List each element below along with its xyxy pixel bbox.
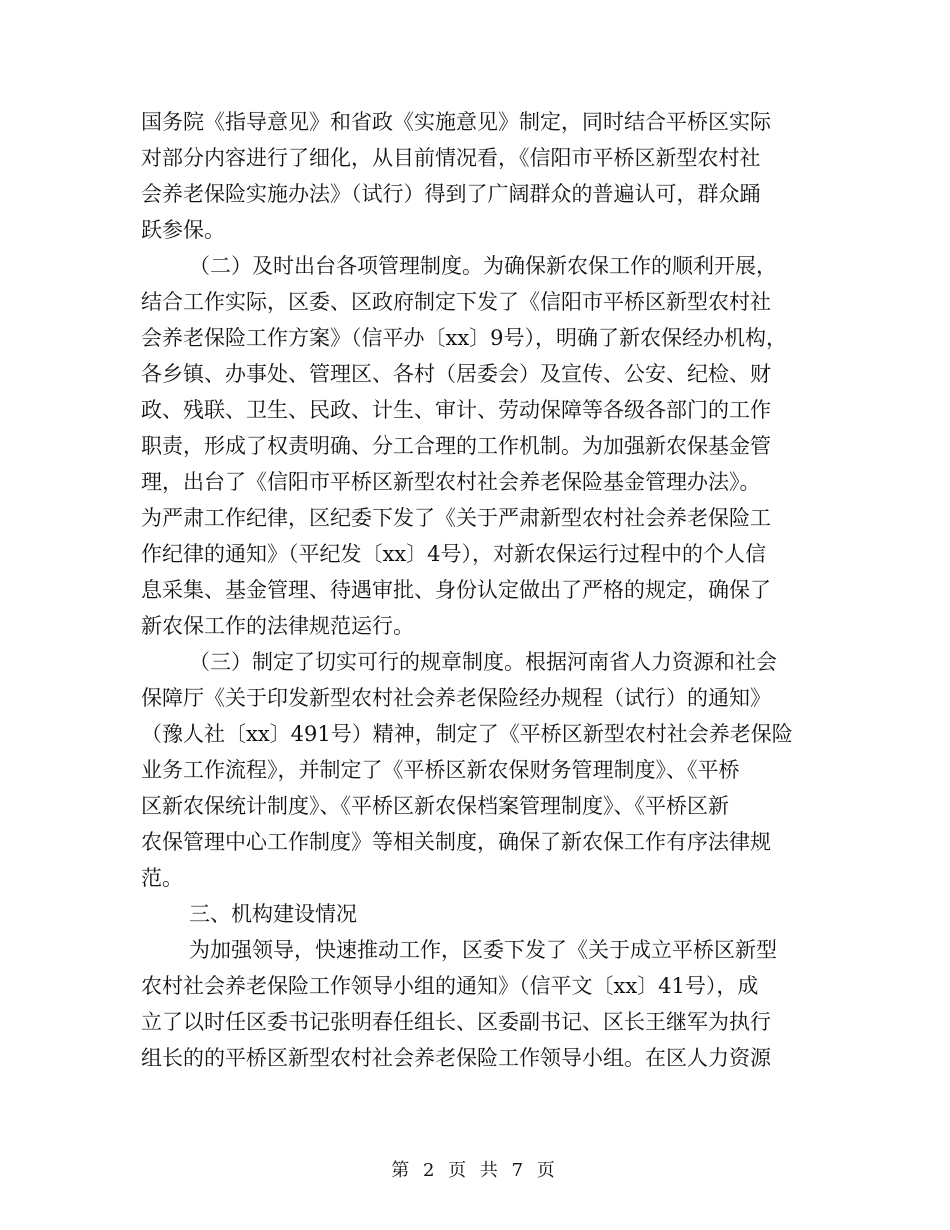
text-line: （三）制定了切实可行的规章制度。根据河南省人力资源和社会 [189, 650, 777, 674]
text-line: 组长的的平桥区新型农村社会养老保险工作领导小组。在区人力资源 [141, 1046, 771, 1070]
text-line: 国务院《指导意见》和省政《实施意见》制定，同时结合平桥区实际 [141, 110, 771, 134]
text-line: 作纪律的通知》（平纪发〔xx〕4号），对新农保运行过程中的个人信 [141, 542, 767, 566]
document-body [141, 104, 813, 1076]
text-line: （二）及时出台各项管理制度。为确保新农保工作的顺利开展， [189, 254, 777, 278]
text-line: 区新农保统计制度》、《平桥区新农保档案管理制度》、《平桥区新 [141, 794, 729, 818]
text-line: 保障厅《关于印发新型农村社会养老保险经办规程（试行）的通知》 [141, 686, 771, 710]
text-line: 对部分内容进行了细化，从目前情况看，《信阳市平桥区新型农村社 [141, 146, 761, 170]
text-line: 政、残联、卫生、民政、计生、审计、劳动保障等各级各部门的工作 [141, 398, 771, 422]
text-line: 为加强领导，快速推动工作，区委下发了《关于成立平桥区新型 [189, 938, 777, 962]
text-line: 业务工作流程》，并制定了《平桥区新农保财务管理制度》、《平桥 [141, 758, 740, 782]
text-line: 理，出台了《信阳市平桥区新型农村社会养老保险基金管理办法》。 [141, 470, 761, 494]
text-line: 结合工作实际，区委、区政府制定下发了《信阳市平桥区新型农村社 [141, 290, 771, 314]
text-line: 三、机构建设情况 [189, 902, 357, 926]
text-line: 范。 [141, 866, 183, 890]
text-line: 立了以时任区委书记张明春任组长、区委副书记、区长王继军为执行 [141, 1010, 771, 1034]
text-line: 为严肃工作纪律，区纪委下发了《关于严肃新型农村社会养老保险工 [141, 506, 771, 530]
page-footer: 第 2 页 共 7 页 [391, 1160, 559, 1181]
text-line: 会养老保险实施办法》（试行）得到了广阔群众的普遍认可，群众踊 [141, 182, 761, 206]
text-line: 息采集、基金管理、待遇审批、身份认定做出了严格的规定，确保了 [141, 578, 771, 602]
text-line: （豫人社〔xx〕491号）精神，制定了《平桥区新型农村社会养老保险 [141, 722, 793, 746]
text-line: 跃参保。 [141, 218, 225, 242]
text-line: 农保管理中心工作制度》等相关制度，确保了新农保工作有序法律规 [141, 830, 771, 854]
text-line: 职责，形成了权责明确、分工合理的工作机制。为加强新农保基金管 [141, 434, 771, 458]
text-line: 各乡镇、办事处、管理区、各村（居委会）及宣传、公安、纪检、财 [141, 362, 771, 386]
text-line: 农村社会养老保险工作领导小组的通知》（信平文〔xx〕41号），成 [141, 974, 759, 998]
text-line: 新农保工作的法律规范运行。 [141, 614, 414, 638]
text-line: 会养老保险工作方案》（信平办〔xx〕9号），明确了新农保经办机构， [141, 326, 788, 350]
